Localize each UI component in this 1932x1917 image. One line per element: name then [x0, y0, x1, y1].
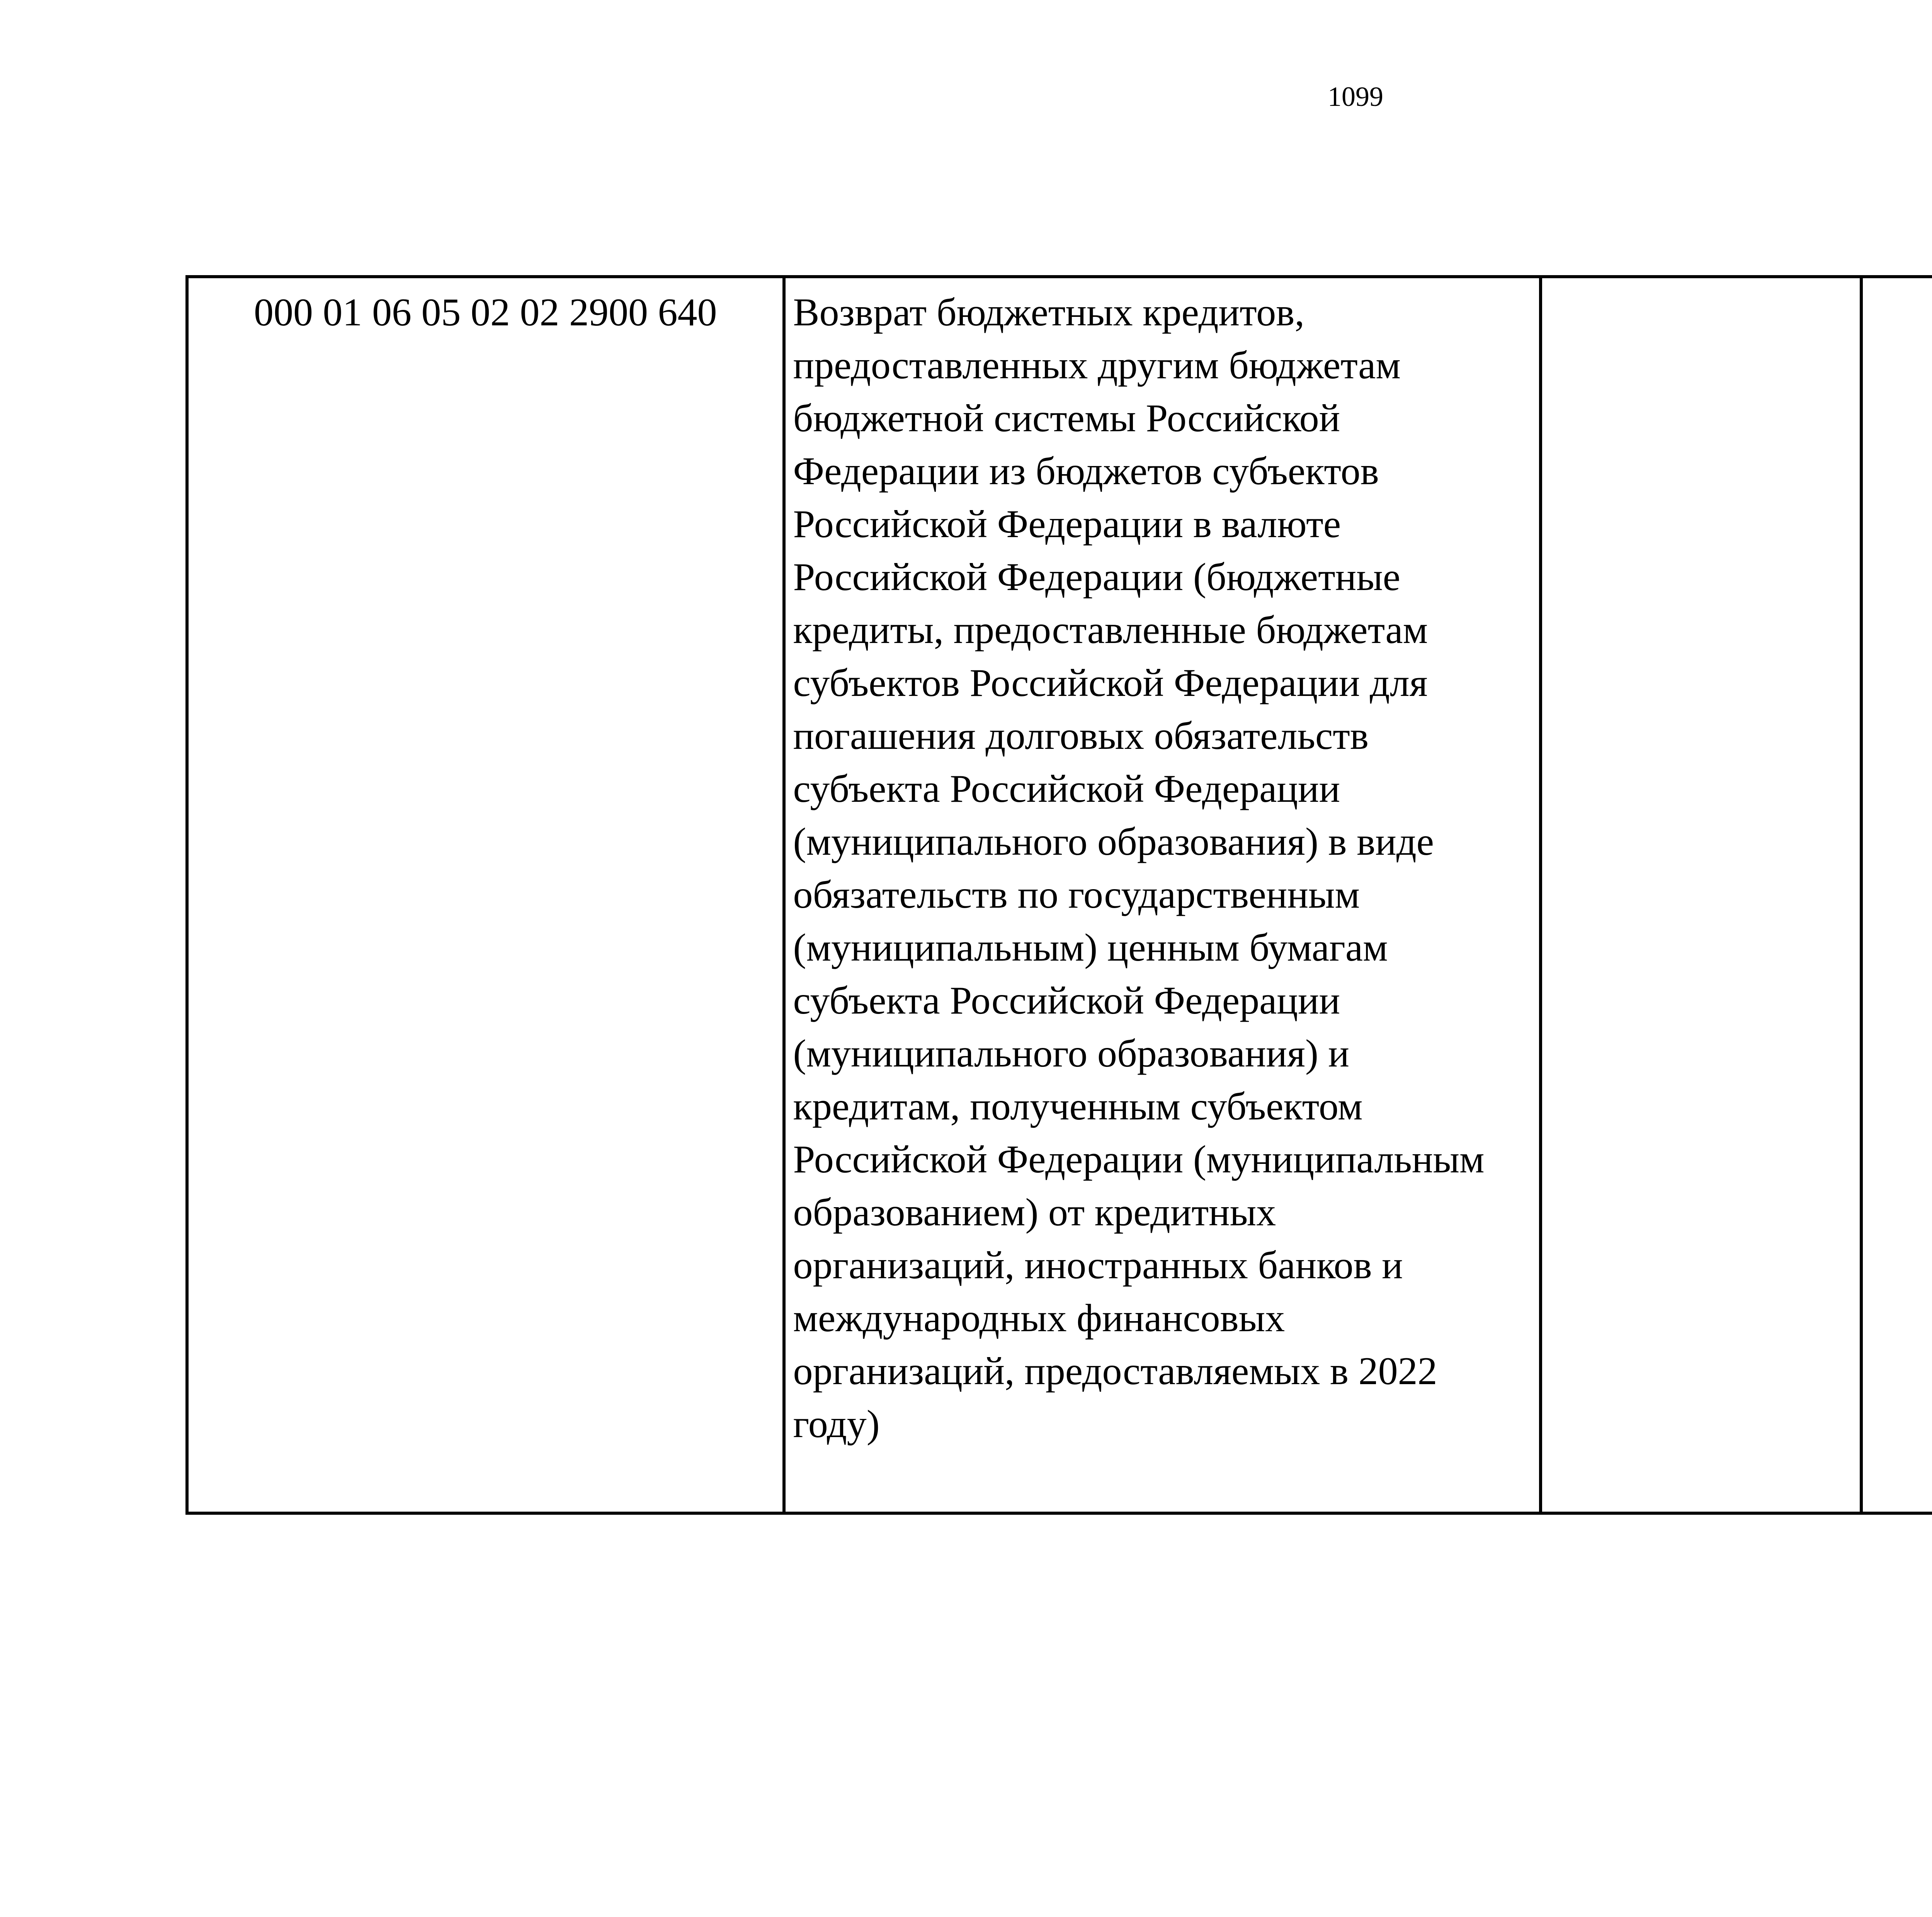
description-line: Российской Федерации (муниципальным: [793, 1138, 1485, 1181]
description-line: кредиты, предоставленные бюджетам: [793, 608, 1428, 652]
empty-cell-column-4: [1861, 277, 1932, 1513]
description-line: (муниципального образования) в виде: [793, 820, 1434, 864]
description-line: бюджетной системы Российской: [793, 396, 1340, 440]
description-line: международных финансовых: [793, 1296, 1285, 1340]
description-cell: [784, 277, 1541, 1513]
description-line: субъекта Российской Федерации: [793, 979, 1340, 1022]
description-line: кредитам, полученным субъектом: [793, 1085, 1363, 1128]
description-line: Федерации из бюджетов субъектов: [793, 449, 1379, 493]
description-line: организаций, предоставляемых в 2022: [793, 1349, 1437, 1393]
empty-cell-column-3: [1541, 277, 1861, 1513]
description-line: обязательств по государственным: [793, 873, 1360, 917]
budget-classification-code: 000 01 06 05 02 02 2900 640: [187, 277, 784, 1513]
description-line: Российской Федерации в валюте: [793, 502, 1341, 546]
description-line: организаций, иностранных банков и: [793, 1243, 1403, 1287]
table-row: [187, 277, 1932, 1513]
description-line: субъекта Российской Федерации: [793, 767, 1340, 811]
description-line: (муниципальным) ценным бумагам: [793, 926, 1388, 970]
description-line: году): [793, 1402, 880, 1446]
description-line: образованием) от кредитных: [793, 1191, 1276, 1234]
description-line: субъектов Российской Федерации для: [793, 661, 1428, 705]
budget-table: [185, 275, 1932, 1515]
description-line: погашения долговых обязательств: [793, 714, 1369, 758]
description-line: предоставленных другим бюджетам: [793, 344, 1401, 387]
description-line: Российской Федерации (бюджетные: [793, 555, 1401, 599]
page-number: 1099: [1328, 81, 1383, 112]
description-line: Возврат бюджетных кредитов,: [793, 291, 1304, 334]
description-line: (муниципального образования) и: [793, 1032, 1350, 1075]
